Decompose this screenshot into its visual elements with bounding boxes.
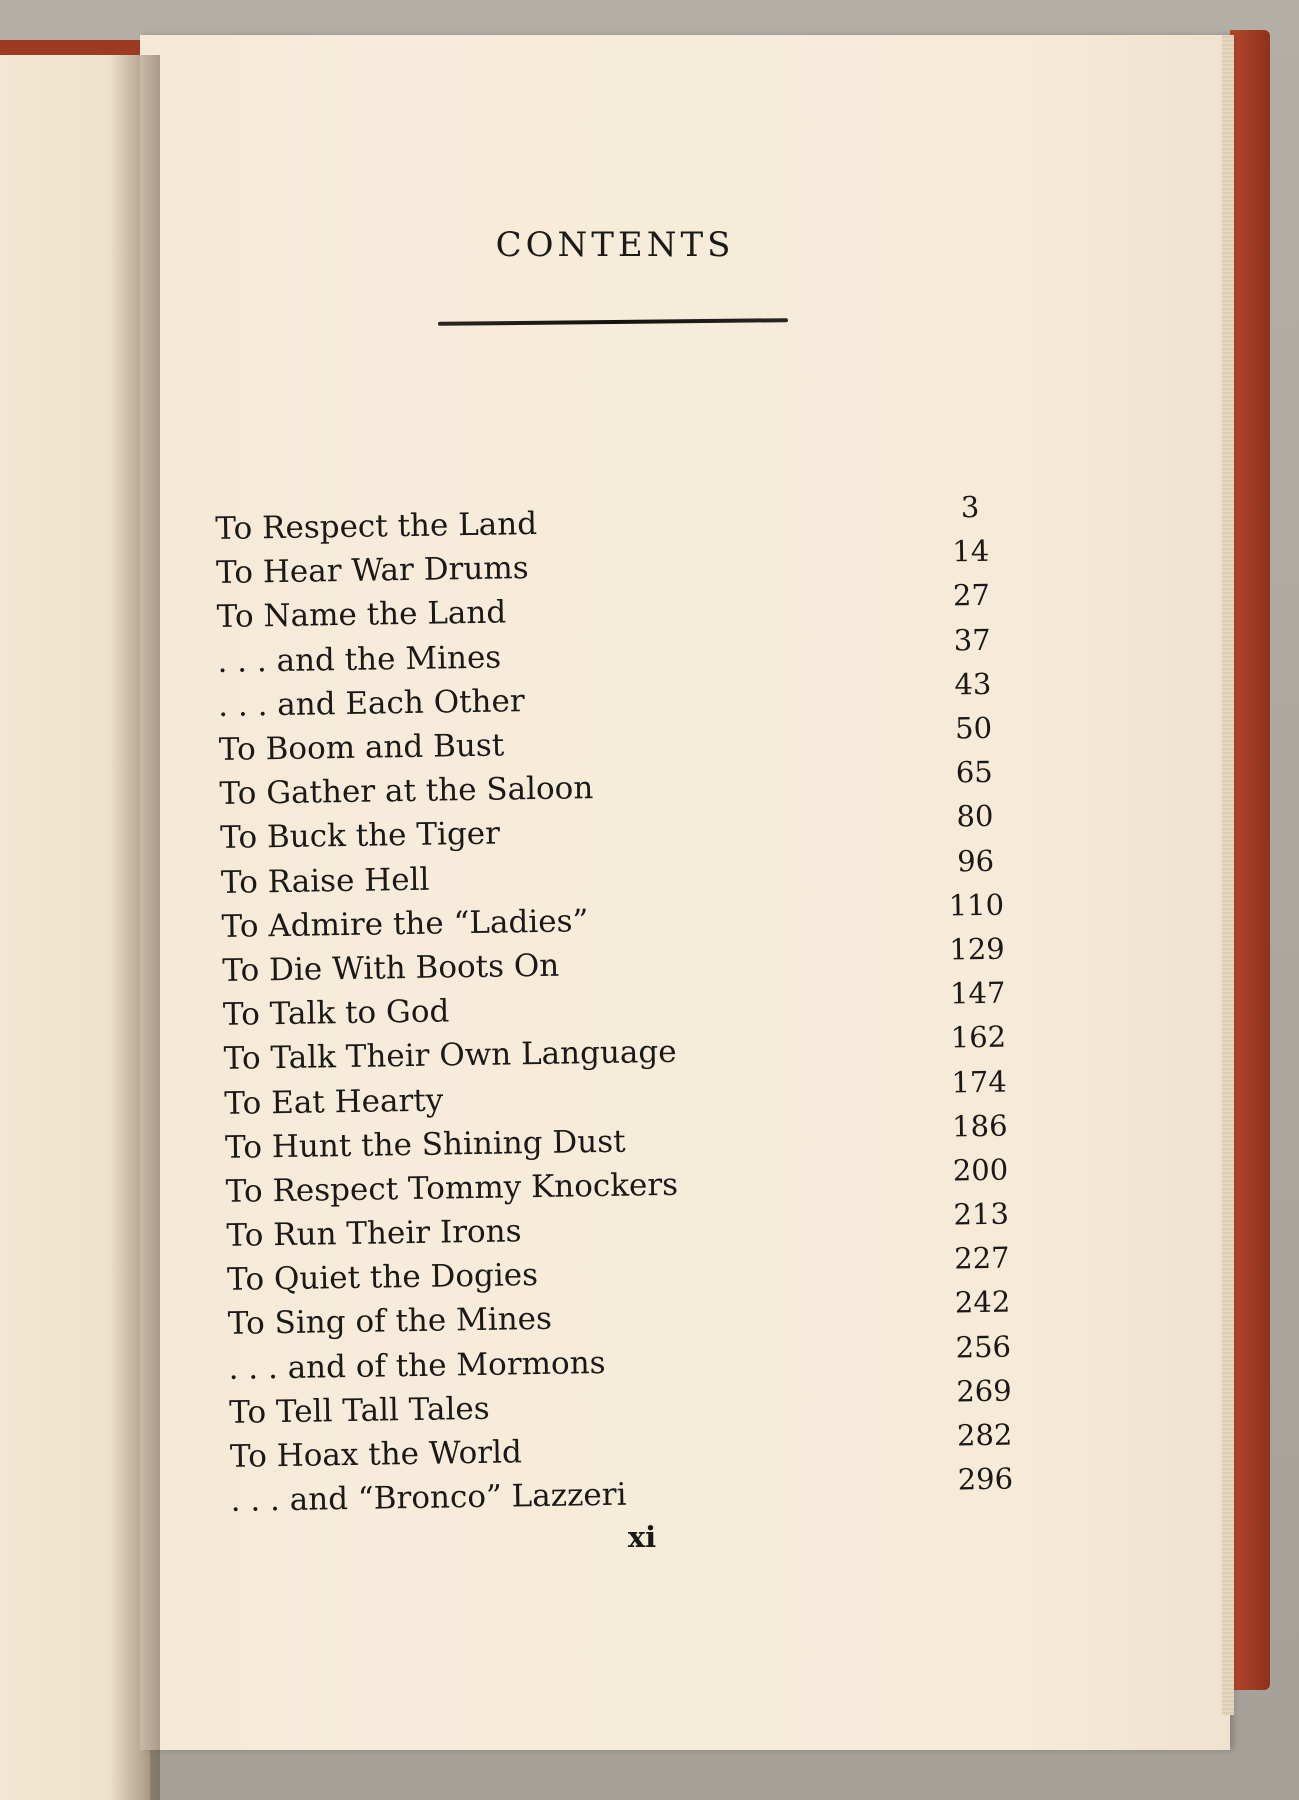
toc-entry-title: To Respect the Land bbox=[215, 506, 538, 548]
toc-entry-title: To Run Their Irons bbox=[226, 1213, 522, 1255]
toc-entry-title: To Gather at the Saloon bbox=[219, 770, 594, 813]
page-folio: xi bbox=[627, 1520, 657, 1554]
toc-entry-title: To Hoax the World bbox=[229, 1434, 523, 1475]
book-cover-right bbox=[1230, 30, 1270, 1690]
toc-entry-title: . . . and the Mines bbox=[217, 639, 502, 680]
contents-list bbox=[215, 490, 1081, 1524]
contents-heading: CONTENTS bbox=[495, 225, 735, 265]
toc-entry-page: 200 bbox=[952, 1152, 1009, 1188]
toc-entry-page: 96 bbox=[956, 843, 995, 878]
toc-entry-title: To Die With Boots On bbox=[222, 947, 560, 989]
toc-entry-title: To Raise Hell bbox=[220, 861, 430, 901]
toc-entry-page: 3 bbox=[960, 490, 980, 525]
toc-entry-title: . . . and “Bronco” Lazzeri bbox=[230, 1476, 627, 1520]
toc-entry-title: To Hear War Drums bbox=[215, 550, 529, 592]
toc-entry-title: To Sing of the Mines bbox=[227, 1301, 553, 1343]
toc-entry-page: 27 bbox=[952, 578, 991, 613]
toc-entry-page: 269 bbox=[956, 1373, 1012, 1409]
toc-entry-page: 186 bbox=[951, 1108, 1008, 1144]
toc-entry-title: . . . and of the Mormons bbox=[228, 1344, 606, 1387]
toc-entry-title: To Tell Tall Tales bbox=[228, 1390, 490, 1431]
toc-entry-title: . . . and Each Other bbox=[217, 683, 525, 724]
book-gutter bbox=[110, 55, 160, 1800]
toc-entry-title: To Name the Land bbox=[216, 594, 507, 636]
toc-entry-page: 256 bbox=[955, 1329, 1012, 1365]
toc-entry-page: 147 bbox=[949, 975, 1006, 1011]
toc-entry-page: 43 bbox=[954, 666, 992, 702]
toc-entry-title: To Boom and Bust bbox=[218, 727, 505, 768]
toc-entry-page: 242 bbox=[954, 1285, 1011, 1320]
toc-entry-title: To Talk Their Own Language bbox=[223, 1034, 677, 1078]
toc-entry-page: 282 bbox=[956, 1417, 1013, 1453]
toc-entry-title: To Admire the “Ladies” bbox=[221, 902, 589, 945]
toc-entry-page: 80 bbox=[956, 799, 994, 834]
toc-entry-page: 129 bbox=[949, 931, 1005, 967]
toc-entry-page: 296 bbox=[957, 1461, 1014, 1497]
toc-entry-title: To Quiet the Dogies bbox=[226, 1257, 539, 1299]
page-edges bbox=[1222, 35, 1234, 1715]
toc-entry-title: To Respect Tommy Knockers bbox=[225, 1166, 679, 1210]
toc-entry-page: 37 bbox=[953, 622, 991, 658]
toc-entry-page: 174 bbox=[951, 1064, 1008, 1100]
toc-entry-page: 65 bbox=[955, 755, 993, 790]
toc-entry-page: 227 bbox=[953, 1240, 1010, 1276]
toc-entry-title: To Talk to God bbox=[222, 993, 450, 1034]
toc-entry-title: To Eat Hearty bbox=[224, 1082, 444, 1122]
toc-entry-title: To Hunt the Shining Dust bbox=[224, 1123, 626, 1166]
toc-entry-title: To Buck the Tiger bbox=[219, 815, 501, 857]
toc-entry-page: 162 bbox=[950, 1019, 1007, 1055]
toc-entry-page: 213 bbox=[953, 1196, 1010, 1232]
toc-entry-page: 14 bbox=[952, 534, 990, 569]
toc-entry-page: 110 bbox=[948, 887, 1005, 923]
toc-entry-page: 50 bbox=[954, 710, 993, 746]
